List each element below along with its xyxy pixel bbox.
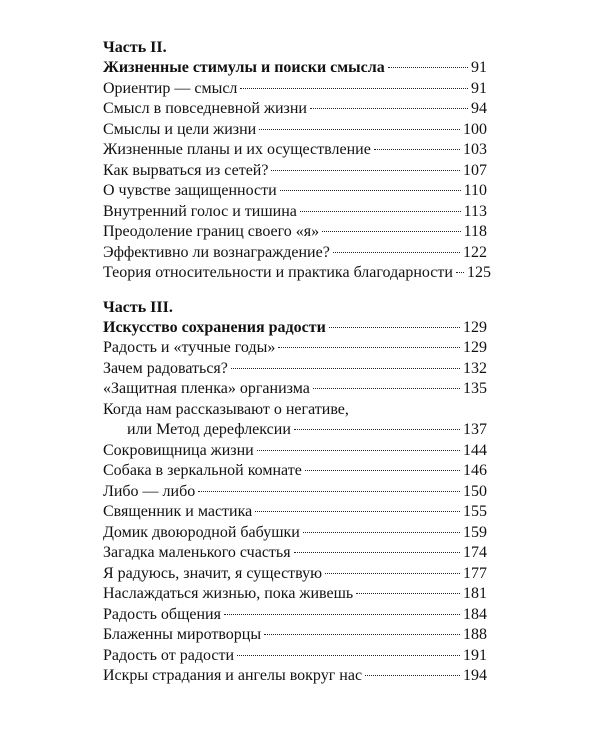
toc-entry — [103, 605, 487, 626]
dot-leader — [237, 655, 460, 656]
dot-leader — [240, 88, 468, 89]
dot-leader — [259, 129, 460, 130]
toc-entry — [103, 543, 487, 564]
toc-entry — [103, 263, 491, 284]
toc-entry-title: Эффективно ли вознаграждение? — [103, 243, 330, 261]
toc-entry-page: 159 — [463, 523, 487, 541]
toc-entry — [103, 99, 487, 120]
toc-entry-page: 184 — [463, 605, 487, 623]
toc-entry-page: 103 — [463, 141, 487, 158]
toc-entry-title: Жизненные планы и их осуществление — [103, 141, 371, 158]
toc-entry-title: Смыслы и цели жизни — [103, 120, 257, 138]
dot-leader — [278, 347, 460, 348]
toc-entry-page: 137 — [463, 421, 487, 438]
toc-entry — [103, 338, 487, 359]
toc-entry — [103, 523, 487, 544]
toc-entry-title: Домик двоюродной бабушки — [103, 523, 300, 541]
toc-entry — [103, 202, 487, 223]
toc-entry-page: 155 — [463, 503, 487, 520]
toc-entry-title: «Защитная пленка» организма — [103, 380, 310, 397]
toc-entry-title: Радость общения — [103, 605, 221, 623]
toc-entry-page: 94 — [471, 100, 487, 117]
dot-leader — [300, 211, 461, 212]
toc-entry-title: Искры страдания и ангелы вокруг нас — [103, 667, 363, 684]
toc-entry-page: 129 — [463, 318, 487, 336]
toc-entry — [103, 564, 487, 585]
toc-entry-page: 129 — [463, 339, 487, 356]
toc-entry-title: Смысл в повседневной жизни — [103, 100, 307, 117]
toc-entry — [103, 161, 487, 182]
toc-entry-title: Радость от радости — [103, 646, 235, 664]
toc-entry-title: Жизненные стимулы и поиски смысла — [103, 59, 385, 76]
toc-entry-title: Радость и «тучные годы» — [103, 339, 276, 356]
toc-entry — [103, 318, 487, 339]
toc-entry-page: 188 — [463, 626, 487, 643]
dot-leader — [305, 470, 460, 471]
dot-leader — [310, 108, 468, 109]
toc-entry-title-continuation: или Метод дерефлексии — [127, 421, 291, 438]
toc-entry — [103, 461, 487, 482]
toc-entry-title: Ориентир — смысл — [103, 79, 238, 97]
toc-entry-title: Священник и мастика — [103, 503, 253, 520]
toc-entry — [103, 502, 487, 523]
toc-entry-title: Собака в зеркальной комнате — [103, 462, 302, 479]
toc-entry-page: 113 — [463, 202, 487, 220]
toc-entry — [103, 140, 487, 161]
dot-leader — [294, 552, 460, 553]
toc-entry-title: Преодоление границ своего «я» — [103, 223, 320, 240]
dot-leader — [374, 149, 460, 150]
toc-entry-page: 100 — [463, 120, 487, 138]
toc-entry — [103, 420, 487, 441]
toc-entry-title: Искусство сохранения радости — [103, 318, 326, 336]
toc-entry-title: Как вырваться из сетей? — [103, 161, 269, 179]
dot-leader — [198, 491, 460, 492]
toc-entry — [103, 625, 487, 646]
dot-leader — [264, 634, 460, 635]
dot-leader — [356, 593, 460, 594]
toc-entry-page: 135 — [463, 380, 487, 397]
toc-entry-title: Наслаждаться жизнью, пока живешь — [103, 585, 354, 602]
toc-entry — [103, 482, 487, 503]
toc-entry-page: 107 — [463, 161, 487, 179]
toc-entry-page: 122 — [463, 243, 487, 261]
toc-entry-title: О чувстве защищенности — [103, 182, 277, 199]
dot-leader — [294, 429, 460, 430]
toc-entry — [103, 359, 487, 380]
toc-entry — [103, 243, 487, 264]
toc-entry-title: Блаженны миротворцы — [103, 626, 262, 643]
dot-leader — [313, 388, 460, 389]
dot-leader — [322, 231, 460, 232]
toc-entry — [103, 181, 487, 202]
toc-entry — [103, 120, 487, 141]
toc-entry-title: Загадка маленького счастья — [103, 544, 291, 561]
dot-leader — [271, 170, 460, 171]
toc-entry-page: 118 — [463, 223, 487, 240]
section-part-2 — [103, 38, 491, 284]
toc-entry-page: 146 — [463, 462, 487, 479]
toc-entry — [103, 441, 487, 462]
toc-entry-page: 181 — [463, 585, 487, 602]
toc-entry-page: 125 — [466, 264, 491, 281]
dot-leader — [325, 573, 460, 574]
toc-entry-title: Теория относительности и практика благодарности — [103, 264, 453, 281]
toc-entry — [103, 79, 487, 100]
toc-entry-page: 194 — [463, 667, 487, 684]
dot-leader — [280, 190, 461, 191]
dot-leader — [303, 532, 460, 533]
toc-entry — [103, 646, 487, 667]
toc-entry — [103, 58, 487, 79]
toc-entry-title: Я радуюсь, значит, я существую — [103, 564, 323, 582]
dot-leader — [224, 614, 460, 615]
toc-entry-title-first-line: Когда нам рассказывают о негативе, — [103, 400, 349, 418]
toc-entry — [103, 666, 487, 687]
toc-entry — [103, 222, 487, 243]
toc-entry-page: 132 — [463, 359, 487, 377]
toc-entry-page: 174 — [463, 544, 487, 561]
toc-entry-title: Внутренний голос и тишина — [103, 202, 297, 220]
toc-entry-page: 191 — [463, 646, 487, 664]
dot-leader — [333, 252, 460, 253]
dot-leader — [365, 675, 460, 676]
dot-leader — [255, 511, 460, 512]
toc-entry-page: 91 — [471, 59, 487, 76]
dot-leader — [388, 67, 468, 68]
dot-leader — [329, 327, 460, 328]
dot-leader — [257, 450, 460, 451]
part-heading: Часть II. — [103, 39, 167, 56]
dot-leader — [456, 272, 464, 273]
toc-entry-page: 110 — [463, 182, 487, 199]
part-heading: Часть III. — [103, 298, 173, 316]
dot-leader — [231, 368, 460, 369]
toc-entry-page: 144 — [463, 441, 487, 459]
toc-entry-page: 150 — [463, 482, 487, 500]
toc-entry — [103, 584, 487, 605]
toc-entry-title: Либо — либо — [103, 482, 196, 500]
section-part-3 — [103, 298, 487, 687]
toc-entry — [103, 379, 487, 400]
toc-entry-page: 91 — [471, 79, 487, 97]
toc-entry-title: Сокровищница жизни — [103, 441, 254, 459]
toc-entry-title: Зачем радоваться? — [103, 359, 228, 377]
table-of-contents — [103, 38, 491, 701]
toc-entry-page: 177 — [463, 564, 487, 582]
